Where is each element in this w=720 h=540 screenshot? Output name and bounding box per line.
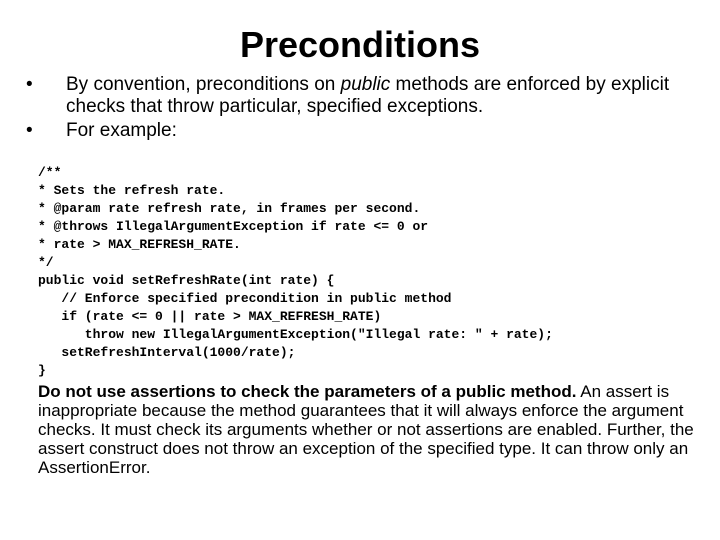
footer-text: An assert is inappropriate because the method guarantees that it will always enforce the argument checks. It must check its arguments whether or not assertions are enabled. Further, the assert construct does not throw an exception of the specified type. It can throw only an AssertionError. bbox=[38, 382, 694, 477]
bullet-icon: • bbox=[26, 74, 33, 95]
footer-bold-text: Do not use assertions to check the parameters of a public method. bbox=[38, 382, 577, 401]
bullet-text-1-after: methods are enforced by explicit checks that throw particular, specified exceptions. bbox=[66, 74, 670, 117]
code-line: */ bbox=[38, 255, 54, 270]
bullet-text-2: For example: bbox=[66, 120, 177, 141]
code-line: * rate > MAX_REFRESH_RATE. bbox=[38, 237, 241, 252]
code-line: } bbox=[38, 363, 46, 378]
code-line: /** bbox=[38, 165, 62, 180]
bullet-text-1-before: By convention, preconditions on bbox=[66, 74, 341, 95]
footer-paragraph bbox=[38, 382, 698, 477]
slide-title: Preconditions bbox=[239, 24, 481, 65]
code-line: * @param rate refresh rate, in frames per second. bbox=[38, 201, 421, 216]
bullet-item-2 bbox=[22, 120, 682, 142]
code-line: // Enforce specified precondition in public method bbox=[38, 291, 452, 306]
code-line: public void setRefreshRate(int rate) { bbox=[38, 273, 335, 288]
bullet-item-1 bbox=[22, 74, 682, 118]
bullet-list bbox=[22, 74, 682, 144]
code-line: if (rate <= 0 || rate > MAX_REFRESH_RATE) bbox=[38, 309, 382, 324]
code-block bbox=[38, 146, 553, 398]
code-line: setRefreshInterval(1000/rate); bbox=[38, 345, 296, 360]
code-line: * Sets the refresh rate. bbox=[38, 183, 226, 198]
bullet-icon: • bbox=[26, 120, 33, 141]
bullet-text-1-italic: public bbox=[340, 74, 391, 95]
code-line: * @throws IllegalArgumentException if rate <= 0 or bbox=[38, 219, 429, 234]
code-line: throw new IllegalArgumentException("Illegal rate: " + rate); bbox=[38, 327, 553, 342]
